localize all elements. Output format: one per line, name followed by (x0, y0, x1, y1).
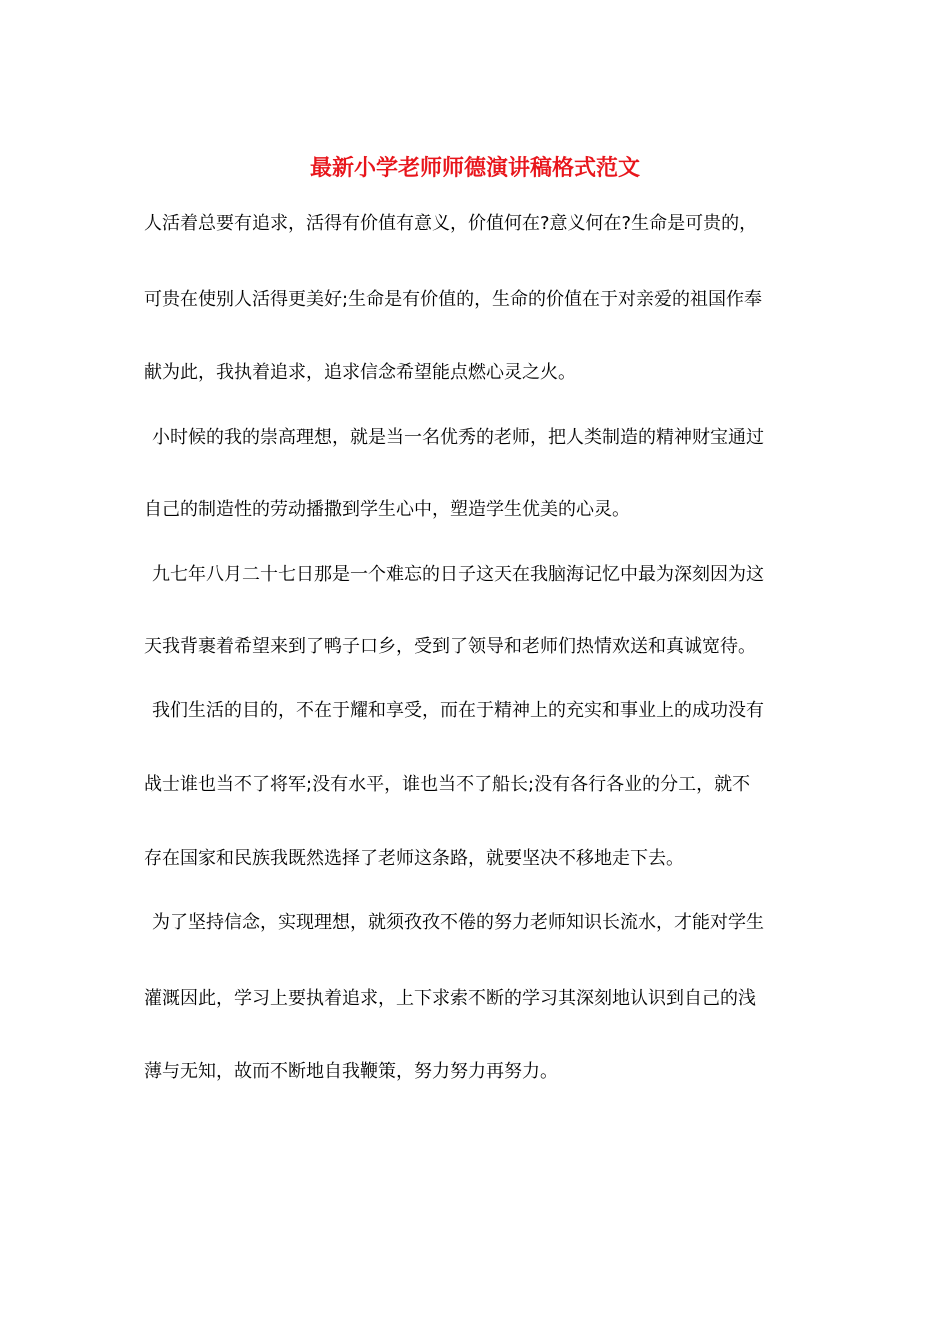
paragraph-line: 人活着总要有追求，活得有价值有意义，价值何在?意义何在?生命是可贵的， (144, 213, 758, 234)
paragraph-line: 战士谁也当不了将军;没有水平，谁也当不了船长;没有各行各业的分工，就不 (144, 774, 751, 795)
paragraph-line: 自己的制造性的劳动播撒到学生心中，塑造学生优美的心灵。 (144, 499, 630, 520)
paragraph-line: 存在国家和民族我既然选择了老师这条路，就要坚决不移地走下去。 (144, 848, 684, 869)
paragraph-line: 可贵在使别人活得更美好;生命是有价值的，生命的价值在于对亲爱的祖国作奉 (144, 289, 763, 310)
paragraph-line: 灌溉因此，学习上要执着追求，上下求索不断的学习其深刻地认识到自己的浅 (144, 988, 756, 1009)
paragraph-line: 小时候的我的崇高理想，就是当一名优秀的老师，把人类制造的精神财宝通过 (152, 427, 764, 448)
document-title: 最新小学老师师德演讲稿格式范文 (309, 155, 640, 181)
paragraph-line: 天我背裹着希望来到了鸭子口乡，受到了领导和老师们热情欢送和真诚宽待。 (144, 636, 756, 657)
paragraph-line: 九七年八月二十七日那是一个难忘的日子这天在我脑海记忆中最为深刻因为这 (152, 564, 764, 585)
paragraph-line: 薄与无知，故而不断地自我鞭策，努力努力再努力。 (144, 1061, 558, 1082)
paragraph-line: 献为此，我执着追求，追求信念希望能点燃心灵之火。 (144, 362, 576, 383)
paragraph-line: 我们生活的目的，不在于耀和享受，而在于精神上的充实和事业上的成功没有 (152, 700, 764, 721)
paragraph-line: 为了坚持信念，实现理想，就须孜孜不倦的努力老师知识长流水，才能对学生 (152, 912, 764, 933)
